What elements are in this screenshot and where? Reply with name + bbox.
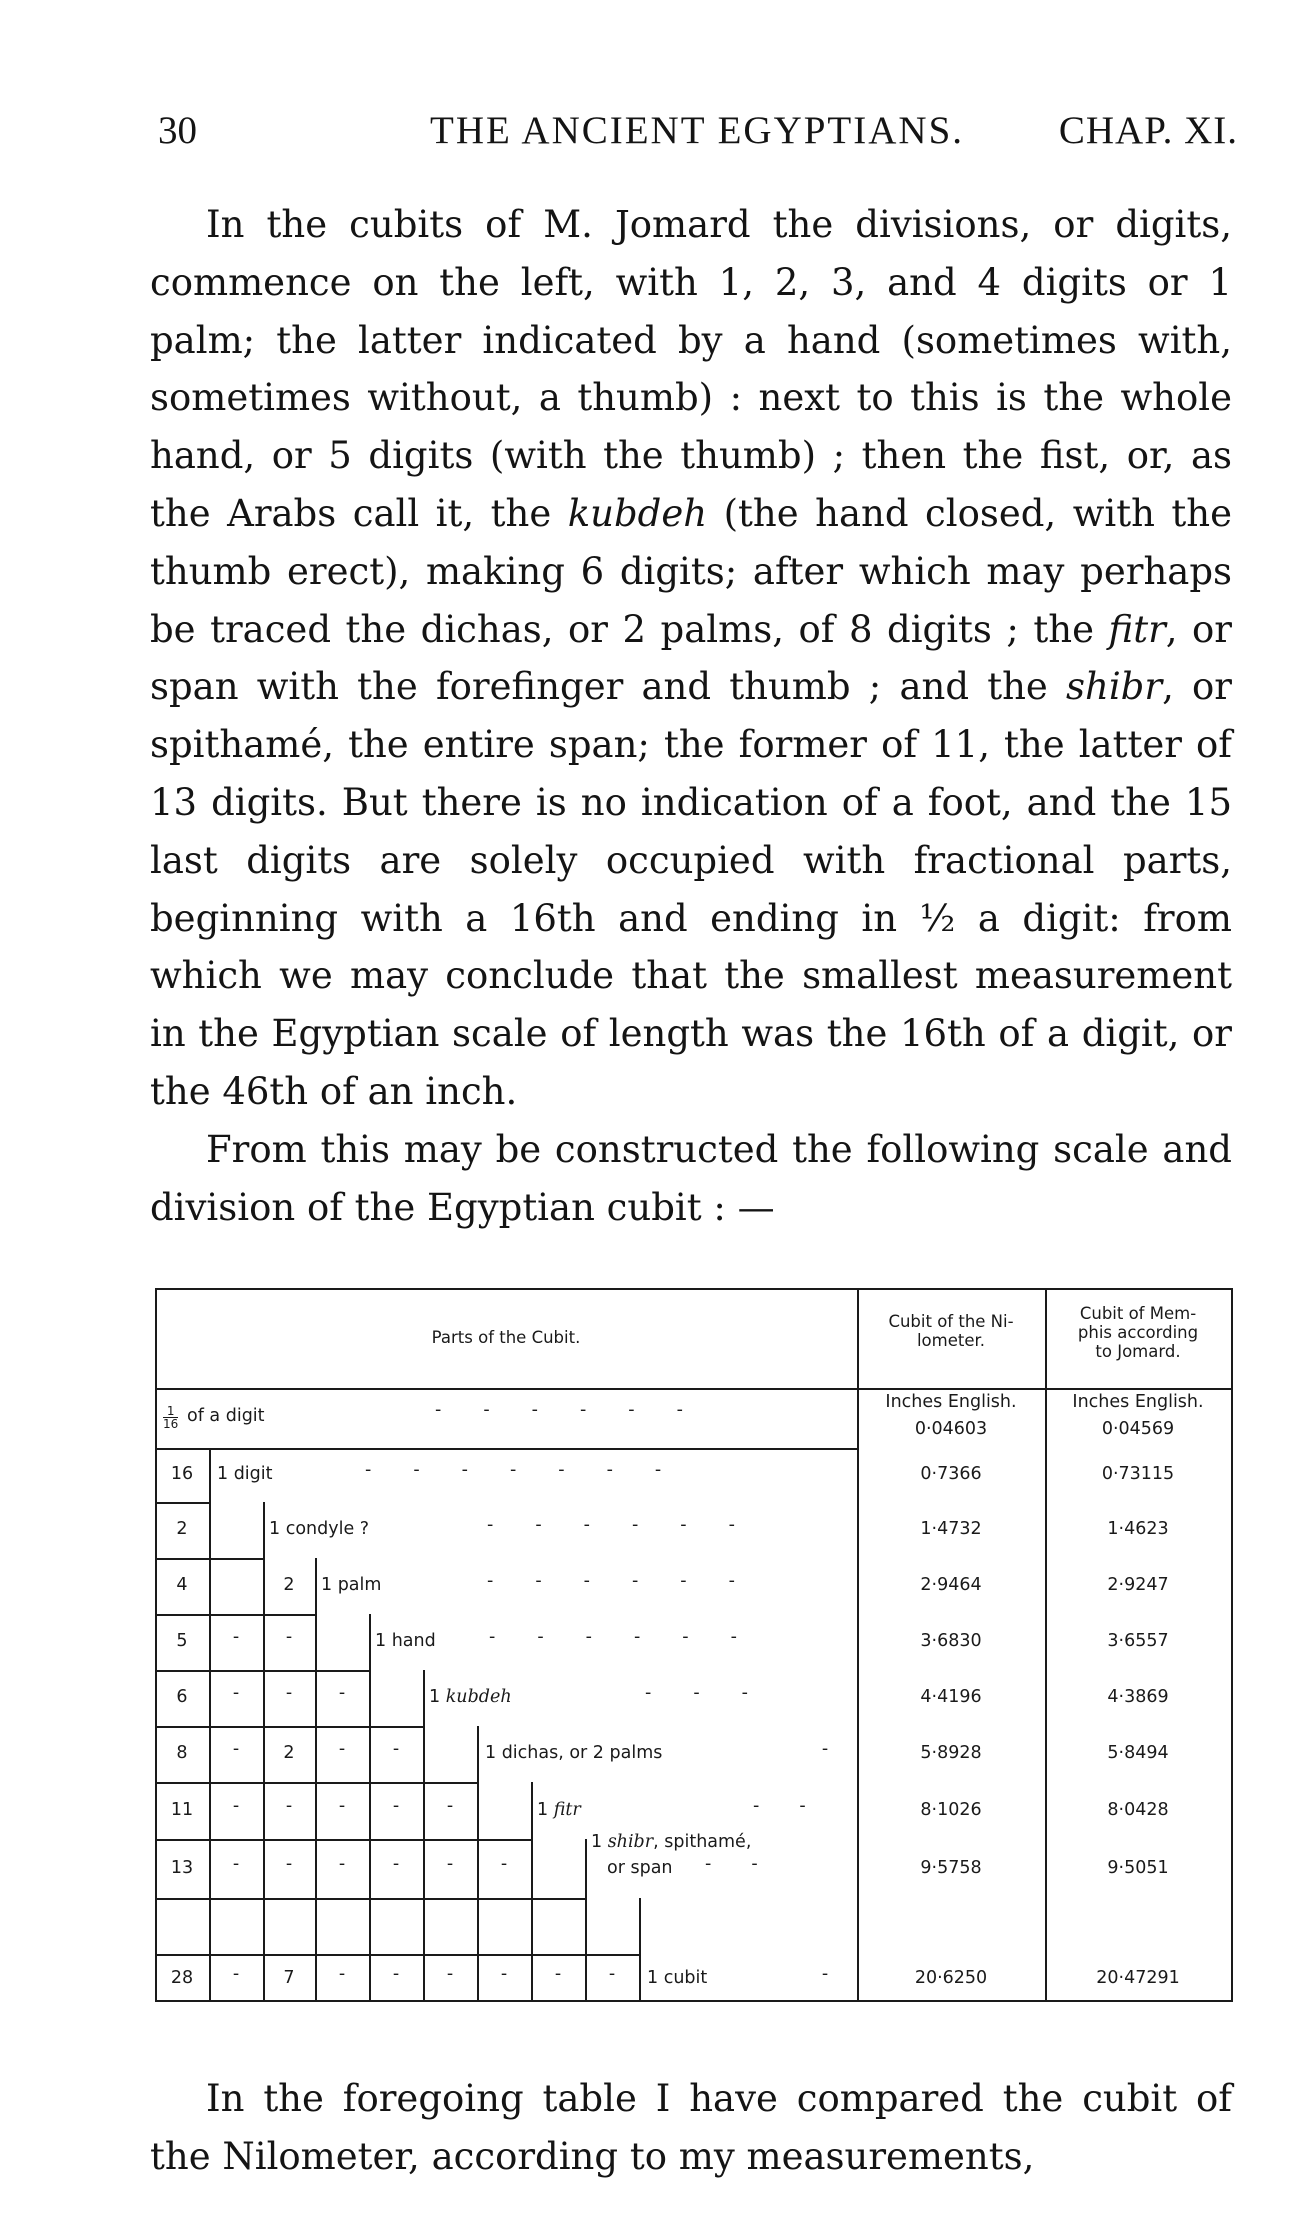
row-label: 1 hand bbox=[375, 1631, 436, 1651]
dash-cell: - bbox=[232, 1739, 240, 1759]
row-label: 1 fitr bbox=[537, 1800, 581, 1820]
row-label: 1 palm bbox=[321, 1575, 382, 1595]
leader-dashes: ------- bbox=[365, 1460, 704, 1480]
header-memphis: Cubit of Mem- phis according to Jomard. bbox=[1077, 1304, 1199, 1361]
row-label: 1 kubdeh bbox=[429, 1687, 512, 1707]
leader-dashes: ------ bbox=[487, 1571, 777, 1591]
count-cell: 28 bbox=[170, 1968, 194, 1988]
memphis-value: 2·9247 bbox=[1107, 1575, 1169, 1595]
nilometer-value: 2·9464 bbox=[920, 1575, 982, 1595]
body-text bbox=[150, 196, 1232, 1236]
dash-cell: - bbox=[338, 1964, 346, 1984]
row-label: 1 digit bbox=[217, 1464, 273, 1484]
dash-cell: - bbox=[232, 1627, 240, 1647]
dash-cell: - bbox=[232, 1796, 240, 1816]
header-parts: Parts of the Cubit. bbox=[431, 1328, 581, 1347]
dash-cell: - bbox=[285, 1683, 293, 1703]
header-nilometer: Cubit of the Ni- lometer. bbox=[888, 1312, 1014, 1350]
nilometer-value: 4·4196 bbox=[920, 1687, 982, 1707]
count-cell: 2 bbox=[283, 1575, 295, 1595]
paragraph-1: In the cubits of M. Jomard the divisions, or digits, commence on the left, with 1, 2, 3, and 4 digits or 1 palm; the latter indicated by a hand (sometimes with, sometimes without, a thumb) : next to this is the whole hand, or 5 digits (with the thumb) ; then the fist, or, as the Arabs call it, the kubdeh (the hand closed, with the thumb erect), making 6 digits; after which may perhaps be traced the dichas, or 2 palms, of 8 digits ; the fitr, or span with the forefinger and thumb ; and the shibr, or spithamé, the entire span; the former of 11, the latter of 13 digits. But there is no indication of a foot, and the 15 last digits are solely occupied with fractional parts, beginning with a 16th and ending in ½ a digit: from which we may conclude that the smallest measurement in the Egyptian scale of length was the 16th of a digit, or the 46th of an inch. bbox=[150, 203, 1232, 1113]
dash-cell: - bbox=[554, 1964, 562, 1984]
dash-cell: - bbox=[446, 1796, 454, 1816]
units-memphis: Inches English. bbox=[1072, 1392, 1204, 1412]
memphis-value: 4·3869 bbox=[1107, 1687, 1169, 1707]
dash-cell: - bbox=[392, 1796, 400, 1816]
dash-cell: - bbox=[285, 1796, 293, 1816]
dash-cell: - bbox=[338, 1739, 346, 1759]
page-number: 30 bbox=[158, 109, 197, 152]
memphis-value: 20·47291 bbox=[1096, 1968, 1180, 1988]
dash-cell: - bbox=[446, 1964, 454, 1984]
leader-dashes: ------ bbox=[489, 1627, 779, 1647]
row-label: 1 condyle ? bbox=[269, 1519, 370, 1539]
memphis-value: 8·0428 bbox=[1107, 1800, 1169, 1820]
dash-cell: - bbox=[608, 1964, 616, 1984]
leader-dashes: -- bbox=[705, 1854, 798, 1874]
count-cell: 4 bbox=[176, 1575, 188, 1595]
nilometer-value: 1·4732 bbox=[920, 1519, 982, 1539]
leader-dashes: -- bbox=[753, 1796, 846, 1816]
count-cell: 8 bbox=[176, 1743, 188, 1763]
dash-cell: - bbox=[446, 1854, 454, 1874]
term-fitr: fitr bbox=[1108, 607, 1166, 651]
memphis-value: 0·04569 bbox=[1101, 1419, 1175, 1439]
row-label: 1 dichas, or 2 palms bbox=[485, 1743, 663, 1763]
term-shibr: shibr bbox=[1066, 665, 1163, 709]
row-label-line2: or span bbox=[607, 1858, 673, 1878]
dash-cell: - bbox=[285, 1627, 293, 1647]
memphis-value: 0·73115 bbox=[1101, 1464, 1175, 1484]
term-kubdeh: kubdeh bbox=[567, 491, 708, 535]
count-cell: 11 bbox=[170, 1800, 194, 1820]
memphis-value: 3·6557 bbox=[1107, 1631, 1169, 1651]
nilometer-value: 8·1026 bbox=[920, 1800, 982, 1820]
count-cell: 6 bbox=[176, 1687, 188, 1707]
dash-cell: - bbox=[232, 1964, 240, 1984]
dash-cell: - bbox=[392, 1964, 400, 1984]
nilometer-value: 3·6830 bbox=[920, 1631, 982, 1651]
dash-cell: - bbox=[338, 1683, 346, 1703]
dash-cell: - bbox=[232, 1854, 240, 1874]
memphis-value: 9·5051 bbox=[1107, 1858, 1169, 1878]
running-header bbox=[158, 108, 1238, 168]
row-label: 1 shibr, spithamé, bbox=[591, 1832, 752, 1852]
leader-dashes: --- bbox=[645, 1683, 790, 1703]
memphis-value: 1·4623 bbox=[1107, 1519, 1169, 1539]
count-cell: 2 bbox=[176, 1519, 188, 1539]
fraction-sixteenth: 1 16 bbox=[163, 1404, 179, 1431]
chapter-label: CHAP. XI. bbox=[1058, 109, 1238, 152]
count-cell: 13 bbox=[170, 1858, 194, 1878]
nilometer-value: 0·04603 bbox=[914, 1419, 988, 1439]
dash-cell: - bbox=[500, 1854, 508, 1874]
nilometer-value: 9·5758 bbox=[920, 1858, 982, 1878]
paragraph-2: From this may be constructed the following scale and division of the Egyptian cubit : — bbox=[150, 1127, 1232, 1229]
count-cell: 2 bbox=[283, 1743, 295, 1763]
dash-cell: - bbox=[285, 1854, 293, 1874]
nilometer-value: 0·7366 bbox=[920, 1464, 982, 1484]
dash-cell: - bbox=[338, 1854, 346, 1874]
dash-cell: - bbox=[232, 1683, 240, 1703]
dash-cell: - bbox=[392, 1739, 400, 1759]
leader-dashes: ------ bbox=[435, 1400, 725, 1420]
dash-cell: - bbox=[338, 1796, 346, 1816]
dash-cell: - bbox=[392, 1854, 400, 1874]
running-title: THE ANCIENT EGYPTIANS. bbox=[430, 109, 965, 152]
nilometer-value: 20·6250 bbox=[914, 1968, 988, 1988]
count-cell: 7 bbox=[283, 1968, 295, 1988]
count-cell: 5 bbox=[176, 1631, 188, 1651]
nilometer-value: 5·8928 bbox=[920, 1743, 982, 1763]
units-nilometer: Inches English. bbox=[885, 1392, 1017, 1412]
row-label: of a digit bbox=[187, 1406, 265, 1426]
memphis-value: 5·8494 bbox=[1107, 1743, 1169, 1763]
body-text-continued bbox=[150, 2070, 1232, 2186]
leader-dash: - bbox=[821, 1964, 829, 1984]
dash-cell: - bbox=[500, 1964, 508, 1984]
cubit-table bbox=[155, 1288, 1235, 2002]
leader-dashes: ------ bbox=[487, 1515, 777, 1535]
leader-dash: - bbox=[821, 1739, 829, 1759]
count-cell: 16 bbox=[170, 1464, 194, 1484]
paragraph-3: In the foregoing table I have compared the cubit of the Nilometer, according to my measurements, bbox=[150, 2077, 1232, 2178]
row-label: 1 cubit bbox=[647, 1968, 708, 1988]
